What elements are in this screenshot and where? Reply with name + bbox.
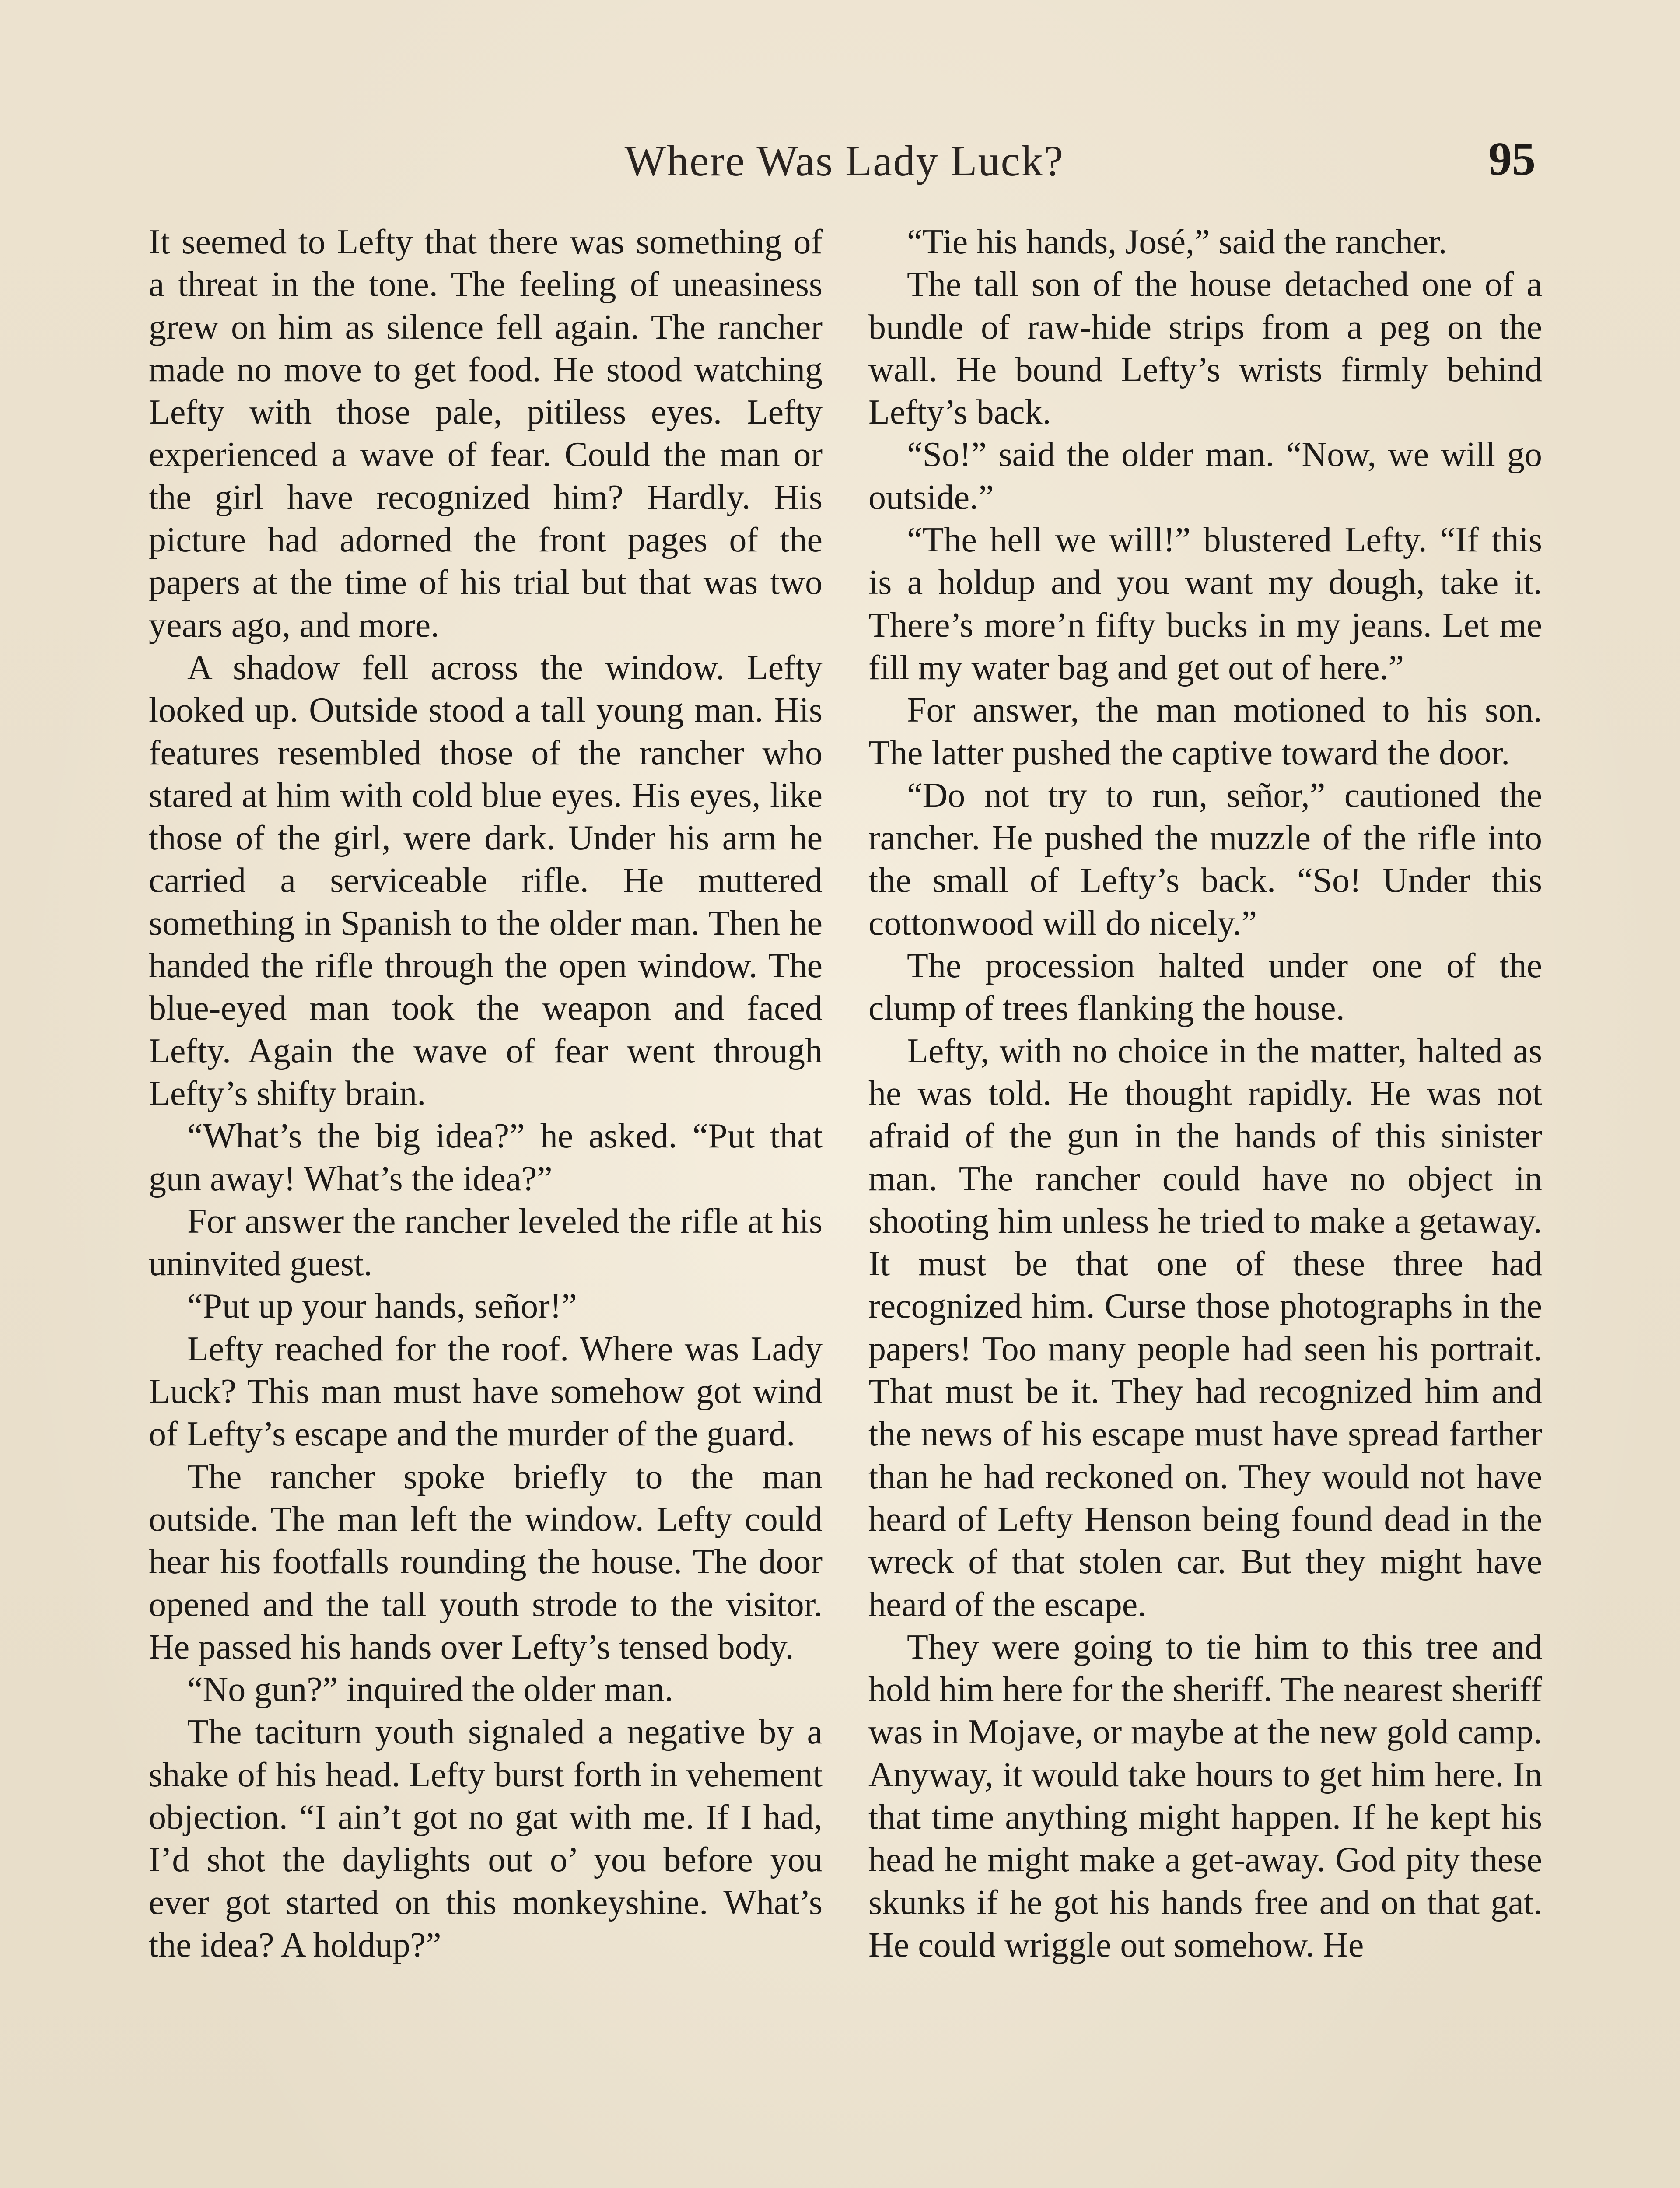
paragraph: For answer, the man motioned to his son. The latter pushed the captive toward the door. [868,691,1542,772]
paragraph: “The hell we will!” blustered Lefty. “If this is a holdup and you want my dough, take it. There’s more’n fifty bucks in my jeans. Let me fill my water bag and get out of here.” [868,521,1542,687]
running-title: Where Was Lady Luck? [624,137,1064,185]
paragraph: The taciturn youth signaled a negative by a shake of his head. Lefty burst forth in vehement objection. “I ain’t got no gat with me. If I had, I’d shot the daylights out o’ you before you ever got started on this monkeyshine. What’s the idea? A holdup?” [149,1713,822,1964]
paragraph: They were going to tie him to this tree and hold him here for the sheriff. The nearest sheriff was in Mojave, or maybe at the new gold camp. Anyway, it would take hours to get him here. In that time anything might happen. If he kept his head he might make a get-away. God pity these skunks if he got his hands free and on that gat. He could wriggle out somehow. He [868,1627,1542,1964]
paragraph: “Do not try to run, señor,” cautioned the rancher. He pushed the muzzle of the rifle into the small of Lefty’s back. “So! Under this cottonwood will do nicely.” [868,776,1542,943]
paragraph: “Tie his hands, José,” said the rancher. [907,223,1447,261]
paragraph: Lefty, with no choice in the matter, halted as he was told. He thought rapidly. He was not afraid of the gun in the hands of this sinister man. The rancher could have no object in shooting him unless he tried to make a getaway. It must be that one of these three had recognized him. Curse those photographs in the papers! Too many people had seen his portrait. That must be it. They had recognized him and the news of his escape must have spread farther than he had reckoned on. They would not have heard of Lefty Henson being found dead in the wreck of that stolen car. But they might have heard of the escape. [868,1031,1542,1624]
paragraph: It seemed to Lefty that there was something of a threat in the tone. The feeling of uneasiness grew on him as silence fell again. The rancher made no move to get food. He stood watching Lefty with those pale, pitiless eyes. Lefty experienced a wave of fear. Could the man or the girl have recognized him? Hardly. His picture had adorned the front pages of the papers at the time of his trial but that was two years ago, and more. [149,223,822,645]
paragraph: “No gun?” inquired the older man. [187,1670,673,1709]
paragraph: The tall son of the house detached one of a bundle of raw-hide strips from a peg on the wall. He bound Lefty’s wrists firmly behind Lefty’s back. [868,265,1542,432]
page-header [149,123,1540,184]
page-number: 95 [1488,133,1536,185]
paragraph: “Put up your hands, señor!” [187,1287,577,1326]
paragraph: The rancher spoke briefly to the man outside. The man left the window. Lefty could hear his footfalls rounding the house. The door opened and the tall youth strode to the visitor. He passed his hands over Lefty’s tensed body. [149,1457,822,1666]
paragraph: The procession halted under one of the clump of trees flanking the house. [868,947,1542,1028]
paragraph: Lefty reached for the roof. Where was Lady Luck? This man must have somehow got wind of Lefty’s escape and the murder of the guard. [149,1329,822,1454]
paragraph: A shadow fell across the window. Lefty looked up. Outside stood a tall young man. His features resembled those of the rancher who stared at him with cold blue eyes. His eyes, like those of the girl, were dark. Under his arm he carried a serviceable rifle. He muttered something in Spanish to the older man. Then he handed the rifle through the open window. The blue-eyed man took the weapon and faced Lefty. Again the wave of fear went through Lefty’s shifty brain. [149,648,822,1113]
paragraph: For answer the rancher leveled the rifle at his uninvited guest. [149,1202,822,1283]
right-column [868,221,1542,1967]
paragraph: “What’s the big idea?” he asked. “Put that gun away! What’s the idea?” [149,1117,822,1198]
paragraph: “So!” said the older man. “Now, we will go outside.” [868,435,1542,517]
left-column [149,221,822,1967]
